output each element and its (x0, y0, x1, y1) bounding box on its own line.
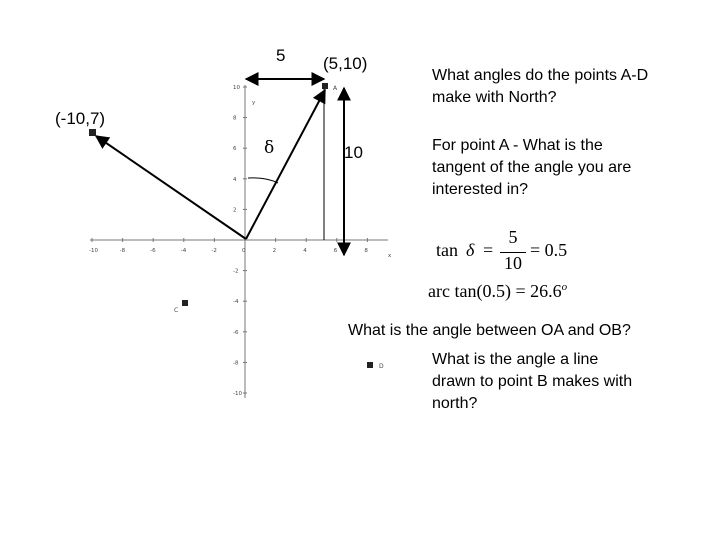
question-angle-oa-ob: What is the angle between OA and OB? (348, 322, 631, 339)
point-b-coordinates: (-10,7) (55, 109, 106, 128)
y-tick-label: 4 (233, 176, 237, 183)
x-tick-label: -10 (89, 248, 98, 254)
y-axis-name: y (252, 100, 256, 106)
y-tick-label: -2 (233, 268, 239, 275)
x-tick-label: 8 (364, 248, 368, 254)
y-tick-label: 6 (233, 146, 237, 153)
x-tick-label: -8 (119, 248, 126, 254)
formula-equals-1: = (483, 240, 494, 260)
x-axis-name: x (388, 253, 392, 259)
y-tick-label: -6 (233, 329, 239, 336)
point-a-coordinates: (5,10) (323, 54, 368, 73)
x-tick-label: 2 (272, 248, 277, 254)
formula-delta: δ (466, 240, 475, 260)
point-c-name: C (174, 307, 179, 314)
y-tick-label: -8 (233, 360, 239, 367)
y-tick-label: -4 (233, 299, 239, 306)
question-line-to-b: What is the angle a line drawn to point B makes with north? (432, 351, 633, 412)
x-tick-label: 4 (303, 248, 307, 254)
formula-denominator: 10 (504, 253, 522, 273)
x-tick-label: -2 (211, 248, 217, 254)
point-b-marker (89, 129, 96, 136)
question-tangent: For point A - What is the tangent of the angle you are interested in? (432, 137, 632, 198)
arctan-text: arc tan(0.5) = 26.6 (428, 281, 562, 301)
arctan-formula (428, 281, 567, 302)
x-tick-label: -4 (180, 248, 187, 254)
point-c-marker (182, 300, 188, 306)
formula-tan: tan (436, 240, 458, 260)
arctan-degree: o (561, 281, 568, 293)
y-tick-label: 8 (233, 115, 237, 122)
formula-result: = 0.5 (530, 240, 568, 260)
x-tick-label: 0 (242, 248, 246, 254)
x-tick-label: -6 (150, 248, 156, 254)
point-a-name: A (333, 85, 338, 92)
y-tick-label: 2 (233, 207, 237, 214)
formula-numerator: 5 (508, 227, 518, 247)
question-angles-with-north: What angles do the points A-D make with North? (432, 67, 649, 106)
dy-label: 10 (344, 143, 363, 162)
vector-ob (96, 136, 246, 239)
point-a-marker (322, 83, 328, 89)
x-tick-label: 6 (333, 248, 338, 254)
dx-label: 5 (276, 46, 286, 65)
y-tick-label: -10 (233, 391, 242, 397)
point-d-name: D (379, 363, 384, 370)
vector-oa (246, 90, 325, 239)
tangent-formula (430, 227, 590, 276)
point-d-marker (367, 362, 373, 368)
delta-label: δ (264, 138, 275, 158)
angle-arc (248, 178, 278, 183)
y-tick-label: 10 (233, 85, 240, 91)
